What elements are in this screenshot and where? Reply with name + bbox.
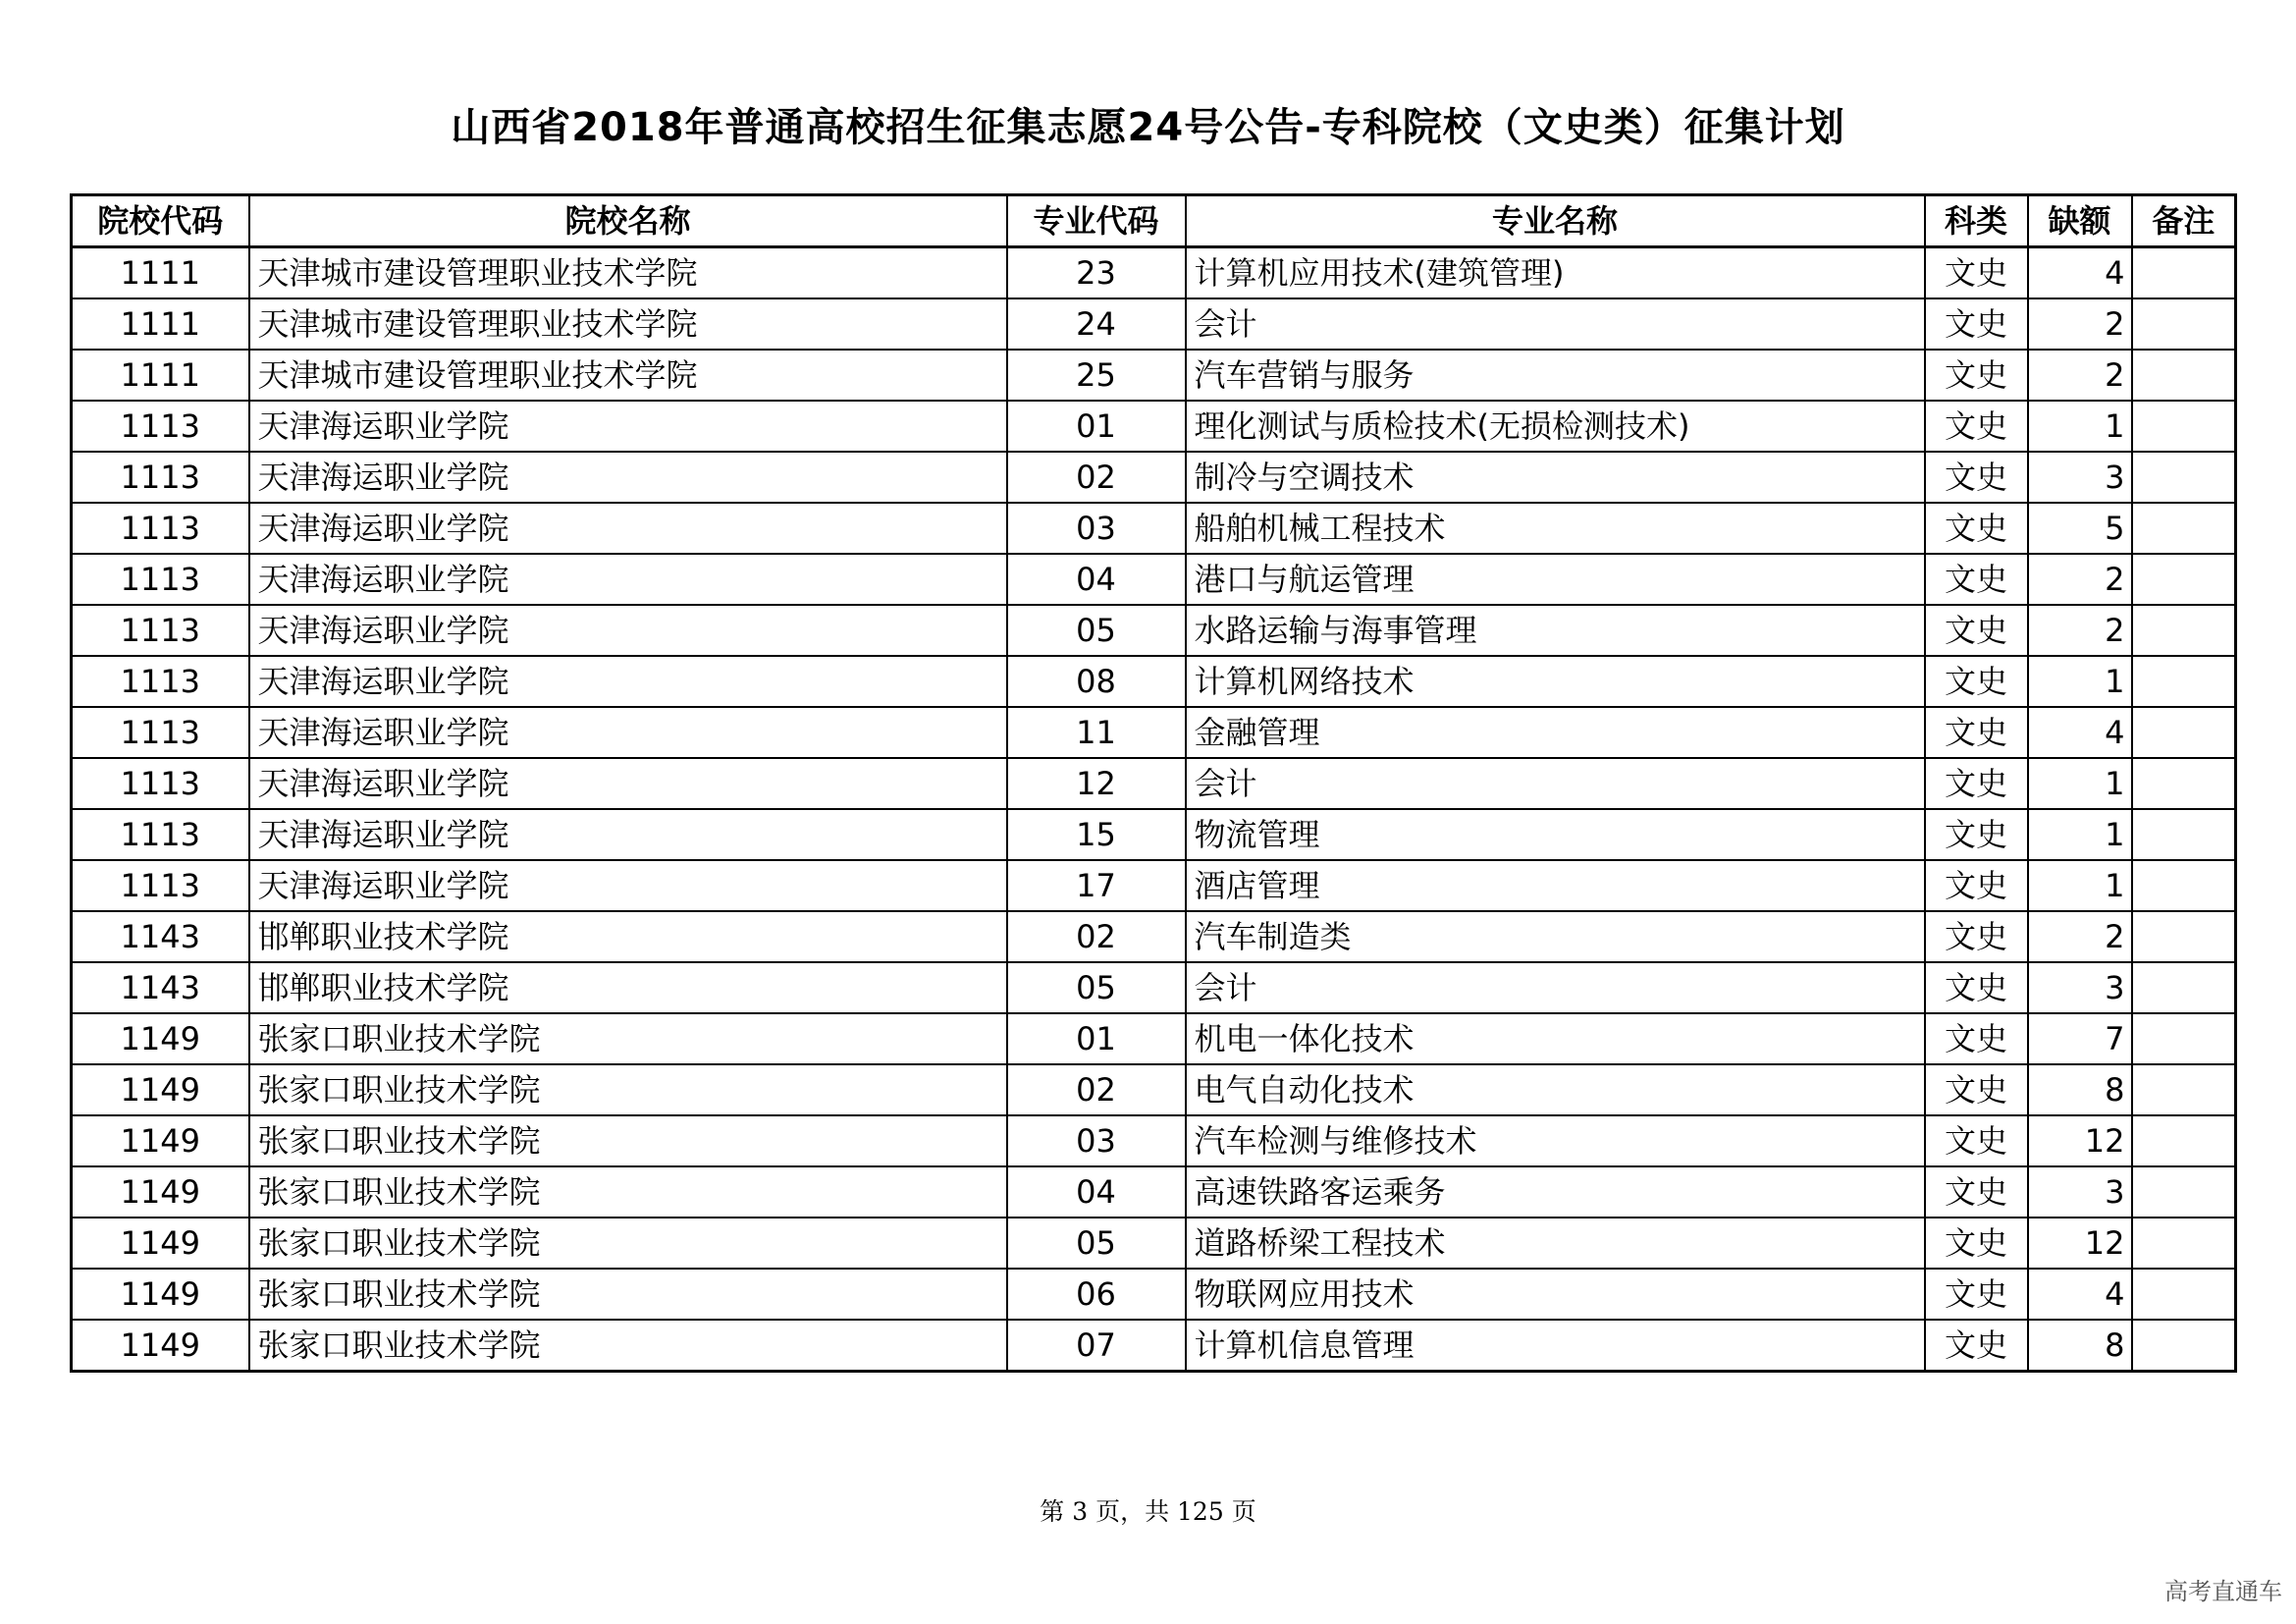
cell-major-name: 汽车营销与服务 [1186,350,1925,401]
table-row [72,503,2236,554]
cell-school-code: 1113 [72,860,249,911]
cell-major-code: 11 [1007,707,1186,758]
table-row [72,962,2236,1013]
cell-vacancy: 3 [2028,1166,2132,1218]
cell-school-name: 张家口职业技术学院 [249,1166,1007,1218]
cell-school-code: 1113 [72,605,249,656]
cell-major-name: 物流管理 [1186,809,1925,860]
cell-vacancy: 1 [2028,860,2132,911]
cell-school-name: 天津城市建设管理职业技术学院 [249,298,1007,350]
cell-remarks [2132,350,2236,401]
cell-major-code: 07 [1007,1320,1186,1372]
cell-school-name: 天津城市建设管理职业技术学院 [249,247,1007,299]
header-school-name: 院校名称 [249,195,1007,247]
cell-major-name: 高速铁路客运乘务 [1186,1166,1925,1218]
cell-school-name: 天津海运职业学院 [249,758,1007,809]
cell-major-code: 05 [1007,605,1186,656]
table-row [72,809,2236,860]
cell-school-code: 1113 [72,554,249,605]
cell-school-name: 天津海运职业学院 [249,809,1007,860]
cell-major-name: 理化测试与质检技术(无损检测技术) [1186,401,1925,452]
cell-category: 文史 [1925,605,2028,656]
cell-school-name: 张家口职业技术学院 [249,1013,1007,1064]
cell-major-name: 制冷与空调技术 [1186,452,1925,503]
cell-major-code: 15 [1007,809,1186,860]
cell-remarks [2132,860,2236,911]
cell-school-code: 1111 [72,298,249,350]
header-row [72,195,2236,247]
header-school-code: 院校代码 [72,195,249,247]
cell-major-code: 05 [1007,1218,1186,1269]
cell-remarks [2132,1115,2236,1166]
cell-remarks [2132,1320,2236,1372]
cell-category: 文史 [1925,554,2028,605]
cell-vacancy: 1 [2028,656,2132,707]
cell-school-code: 1113 [72,758,249,809]
cell-category: 文史 [1925,911,2028,962]
cell-remarks [2132,1166,2236,1218]
cell-vacancy: 4 [2028,247,2132,299]
enrollment-plan-table [70,193,2237,1373]
table-row [72,707,2236,758]
table-row [72,554,2236,605]
cell-remarks [2132,656,2236,707]
cell-school-code: 1113 [72,809,249,860]
cell-school-code: 1149 [72,1320,249,1372]
cell-school-code: 1143 [72,911,249,962]
cell-vacancy: 2 [2028,350,2132,401]
cell-category: 文史 [1925,1166,2028,1218]
cell-major-code: 06 [1007,1269,1186,1320]
table-row [72,1064,2236,1115]
cell-major-name: 汽车检测与维修技术 [1186,1115,1925,1166]
cell-major-code: 25 [1007,350,1186,401]
cell-school-name: 张家口职业技术学院 [249,1320,1007,1372]
cell-major-name: 船舶机械工程技术 [1186,503,1925,554]
cell-vacancy: 7 [2028,1013,2132,1064]
cell-school-code: 1149 [72,1269,249,1320]
cell-school-name: 张家口职业技术学院 [249,1269,1007,1320]
cell-remarks [2132,247,2236,299]
table-row [72,1218,2236,1269]
cell-school-name: 天津海运职业学院 [249,554,1007,605]
cell-category: 文史 [1925,758,2028,809]
cell-major-code: 17 [1007,860,1186,911]
table-row [72,401,2236,452]
cell-remarks [2132,1218,2236,1269]
cell-category: 文史 [1925,860,2028,911]
table-row [72,350,2236,401]
cell-major-code: 02 [1007,1064,1186,1115]
cell-remarks [2132,962,2236,1013]
cell-major-name: 道路桥梁工程技术 [1186,1218,1925,1269]
cell-remarks [2132,1013,2236,1064]
cell-remarks [2132,298,2236,350]
cell-major-name: 水路运输与海事管理 [1186,605,1925,656]
cell-remarks [2132,554,2236,605]
cell-remarks [2132,503,2236,554]
cell-remarks [2132,758,2236,809]
cell-school-name: 天津海运职业学院 [249,503,1007,554]
cell-school-name: 天津海运职业学院 [249,707,1007,758]
cell-major-name: 会计 [1186,758,1925,809]
table-body [72,247,2236,1372]
cell-major-name: 会计 [1186,298,1925,350]
cell-major-name: 金融管理 [1186,707,1925,758]
cell-category: 文史 [1925,1269,2028,1320]
cell-remarks [2132,452,2236,503]
cell-major-name: 计算机信息管理 [1186,1320,1925,1372]
cell-school-name: 张家口职业技术学院 [249,1115,1007,1166]
cell-vacancy: 1 [2028,758,2132,809]
page-footer: 第 3 页，共 125 页 [1040,1497,1256,1526]
cell-category: 文史 [1925,656,2028,707]
table-row [72,1166,2236,1218]
cell-category: 文史 [1925,298,2028,350]
cell-school-code: 1111 [72,247,249,299]
cell-major-code: 03 [1007,503,1186,554]
cell-category: 文史 [1925,1115,2028,1166]
cell-category: 文史 [1925,452,2028,503]
cell-school-name: 张家口职业技术学院 [249,1218,1007,1269]
cell-vacancy: 5 [2028,503,2132,554]
header-major-name: 专业名称 [1186,195,1925,247]
table-row [72,1013,2236,1064]
table-row [72,605,2236,656]
cell-major-code: 02 [1007,911,1186,962]
cell-school-code: 1149 [72,1064,249,1115]
cell-major-name: 物联网应用技术 [1186,1269,1925,1320]
cell-school-code: 1111 [72,350,249,401]
cell-category: 文史 [1925,1064,2028,1115]
cell-remarks [2132,1269,2236,1320]
cell-category: 文史 [1925,350,2028,401]
page-title: 山西省2018年普通高校招生征集志愿24号公告-专科院校（文史类）征集计划 [451,105,1845,150]
cell-major-code: 01 [1007,1013,1186,1064]
table-row [72,911,2236,962]
cell-school-name: 天津海运职业学院 [249,656,1007,707]
cell-category: 文史 [1925,1320,2028,1372]
cell-remarks [2132,1064,2236,1115]
table-header [72,195,2236,247]
cell-category: 文史 [1925,809,2028,860]
cell-major-code: 12 [1007,758,1186,809]
cell-major-name: 酒店管理 [1186,860,1925,911]
table-row [72,298,2236,350]
cell-vacancy: 8 [2028,1320,2132,1372]
enrollment-plan-table-container [70,193,2234,1373]
cell-school-name: 天津海运职业学院 [249,860,1007,911]
cell-vacancy: 3 [2028,962,2132,1013]
table-row [72,1320,2236,1372]
cell-major-code: 02 [1007,452,1186,503]
cell-school-name: 天津城市建设管理职业技术学院 [249,350,1007,401]
cell-school-code: 1149 [72,1115,249,1166]
table-row [72,1269,2236,1320]
table-row [72,452,2236,503]
table-row [72,860,2236,911]
cell-major-code: 24 [1007,298,1186,350]
cell-category: 文史 [1925,401,2028,452]
cell-remarks [2132,809,2236,860]
cell-school-name: 天津海运职业学院 [249,401,1007,452]
table-row [72,758,2236,809]
cell-vacancy: 2 [2028,298,2132,350]
cell-vacancy: 2 [2028,911,2132,962]
cell-vacancy: 12 [2028,1115,2132,1166]
header-remarks: 备注 [2132,195,2236,247]
cell-vacancy: 4 [2028,707,2132,758]
cell-major-code: 01 [1007,401,1186,452]
cell-remarks [2132,707,2236,758]
cell-remarks [2132,401,2236,452]
cell-vacancy: 2 [2028,554,2132,605]
cell-school-name: 张家口职业技术学院 [249,1064,1007,1115]
cell-school-code: 1149 [72,1013,249,1064]
watermark: 高考直通车 [2164,1578,2282,1605]
cell-vacancy: 3 [2028,452,2132,503]
cell-school-code: 1113 [72,401,249,452]
table-row [72,656,2236,707]
table-row [72,1115,2236,1166]
cell-vacancy: 1 [2028,401,2132,452]
cell-school-name: 天津海运职业学院 [249,452,1007,503]
cell-school-code: 1149 [72,1218,249,1269]
cell-major-name: 计算机网络技术 [1186,656,1925,707]
cell-major-code: 04 [1007,1166,1186,1218]
cell-school-name: 天津海运职业学院 [249,605,1007,656]
cell-school-name: 邯郸职业技术学院 [249,962,1007,1013]
cell-category: 文史 [1925,503,2028,554]
cell-major-code: 08 [1007,656,1186,707]
cell-vacancy: 4 [2028,1269,2132,1320]
cell-category: 文史 [1925,1013,2028,1064]
cell-school-code: 1113 [72,452,249,503]
cell-vacancy: 12 [2028,1218,2132,1269]
cell-vacancy: 1 [2028,809,2132,860]
cell-major-code: 05 [1007,962,1186,1013]
cell-category: 文史 [1925,962,2028,1013]
cell-school-code: 1149 [72,1166,249,1218]
cell-school-name: 邯郸职业技术学院 [249,911,1007,962]
cell-major-name: 港口与航运管理 [1186,554,1925,605]
header-category: 科类 [1925,195,2028,247]
cell-remarks [2132,605,2236,656]
cell-major-code: 03 [1007,1115,1186,1166]
cell-school-code: 1113 [72,503,249,554]
cell-major-name: 机电一体化技术 [1186,1013,1925,1064]
table-row [72,247,2236,299]
cell-category: 文史 [1925,247,2028,299]
cell-school-code: 1143 [72,962,249,1013]
header-vacancy: 缺额 [2028,195,2132,247]
cell-vacancy: 2 [2028,605,2132,656]
cell-major-name: 会计 [1186,962,1925,1013]
cell-major-code: 23 [1007,247,1186,299]
cell-category: 文史 [1925,1218,2028,1269]
cell-vacancy: 8 [2028,1064,2132,1115]
cell-major-name: 电气自动化技术 [1186,1064,1925,1115]
cell-major-code: 04 [1007,554,1186,605]
cell-major-name: 计算机应用技术(建筑管理) [1186,247,1925,299]
cell-remarks [2132,911,2236,962]
cell-school-code: 1113 [72,656,249,707]
header-major-code: 专业代码 [1007,195,1186,247]
cell-school-code: 1113 [72,707,249,758]
cell-major-name: 汽车制造类 [1186,911,1925,962]
cell-category: 文史 [1925,707,2028,758]
